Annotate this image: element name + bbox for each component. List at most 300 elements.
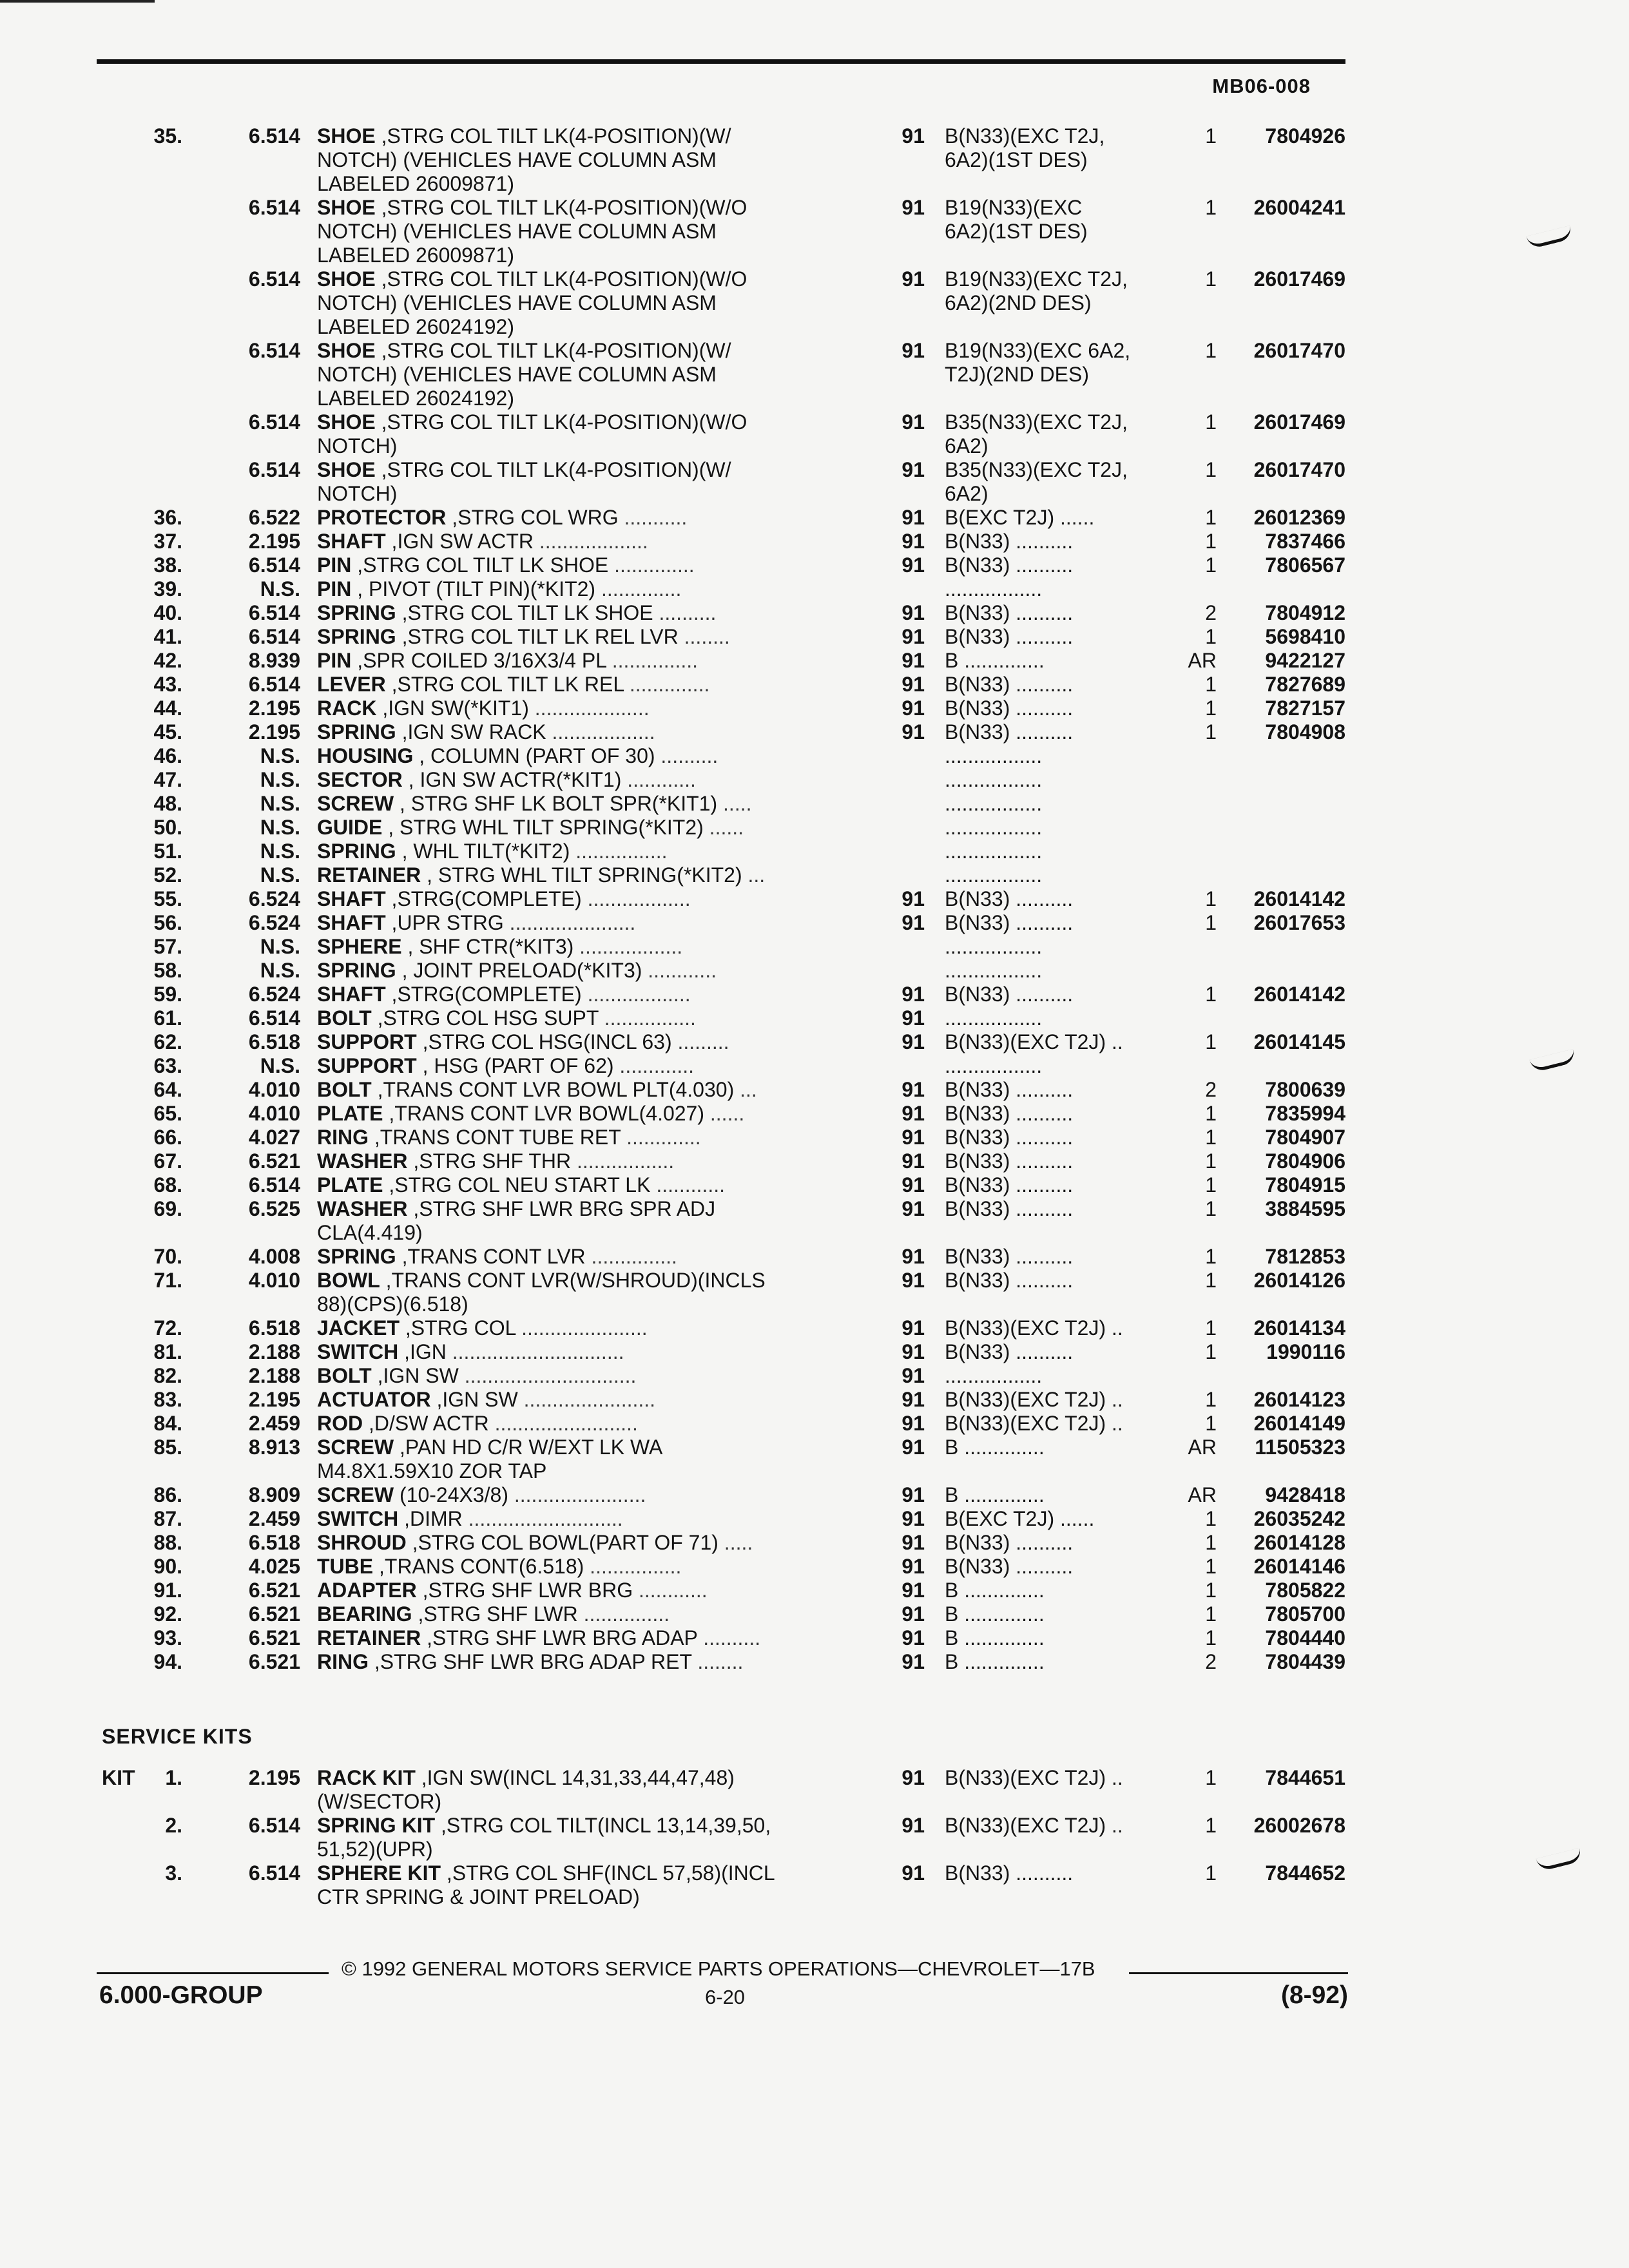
group-number: 8.939	[248, 649, 300, 672]
part-name: RING	[317, 1126, 369, 1149]
ref-number: 57.	[153, 935, 182, 958]
ref-number: 82.	[153, 1364, 182, 1387]
description-text: ,STRG SHF LWR BRG SPR ADJ	[407, 1197, 716, 1220]
part-name: RETAINER	[317, 1626, 421, 1649]
table-row	[0, 291, 1629, 315]
ref-number: 64.	[153, 1078, 182, 1101]
description	[317, 315, 514, 339]
table-row	[0, 601, 1629, 625]
usage	[945, 863, 1042, 887]
table-row	[0, 363, 1629, 387]
ref-number: 1.	[165, 1766, 182, 1789]
table-row	[0, 1102, 1629, 1126]
part-name: SPRING	[317, 601, 396, 624]
table-row	[0, 673, 1629, 697]
part-name: SWITCH	[317, 1507, 399, 1530]
model-year: 91	[901, 1269, 925, 1292]
group-number: N.S.	[260, 1054, 300, 1077]
table-row	[0, 244, 1629, 267]
page-number: 6-20	[705, 1986, 746, 2008]
dot-leader: ..	[1106, 1412, 1123, 1435]
table-row	[0, 1221, 1629, 1245]
model-year: 91	[901, 1030, 925, 1053]
usage	[945, 530, 1073, 553]
part-number: 7804926	[1265, 124, 1345, 148]
table-row	[0, 911, 1629, 935]
description	[317, 220, 717, 244]
description	[317, 840, 667, 863]
part-name: SPRING	[317, 720, 396, 744]
dot-leader: ..............	[958, 1650, 1045, 1673]
model-year: 91	[901, 1126, 925, 1149]
table-row	[0, 1054, 1629, 1078]
usage	[945, 506, 1094, 530]
description	[317, 577, 681, 601]
part-number: 26012369	[1253, 506, 1345, 529]
table-row	[0, 553, 1629, 577]
group-number: 8.913	[248, 1436, 300, 1459]
quantity: 1	[1205, 1149, 1217, 1173]
model-year: 91	[901, 1412, 925, 1435]
part-name: SHAFT	[317, 983, 386, 1006]
description	[317, 1483, 646, 1507]
table-row	[0, 1861, 1629, 1885]
dot-leader: ..........	[1010, 1245, 1074, 1268]
model-year: 91	[901, 339, 925, 362]
description	[317, 1293, 468, 1316]
description	[317, 339, 731, 363]
group-number: 6.524	[248, 887, 300, 910]
description	[317, 1459, 546, 1483]
description-text: ,STRG(COMPLETE)	[385, 983, 582, 1006]
ref-number: 87.	[153, 1507, 182, 1530]
part-number: 26014145	[1253, 1030, 1345, 1053]
description-text: ,SPR COILED 3/16X3/4 PL	[351, 649, 606, 672]
part-name: BOLT	[317, 1006, 372, 1030]
table-row	[0, 1579, 1629, 1602]
usage	[945, 1507, 1094, 1531]
description-text: NOTCH)	[317, 434, 398, 457]
quantity: AR	[1188, 1436, 1217, 1459]
dot-leader: ............	[642, 959, 717, 982]
part-name: SHOE	[317, 458, 376, 481]
description-text: ,IGN SW RACK	[396, 720, 546, 744]
part-number: 7844652	[1265, 1861, 1345, 1885]
dot-leader: ..............	[958, 1626, 1045, 1649]
ref-number: 59.	[153, 983, 182, 1006]
part-number: 26017469	[1253, 267, 1345, 291]
dot-leader: ..........	[1010, 1269, 1074, 1292]
description-text: ,STRG SHF LWR BRG	[416, 1579, 633, 1602]
usage-text: B	[945, 649, 959, 672]
usage	[945, 1388, 1123, 1412]
ref-number: 56.	[153, 911, 182, 934]
ref-number: 41.	[153, 625, 182, 648]
service-kits-table	[0, 1766, 1629, 1909]
description	[317, 1626, 760, 1650]
description-text: 51,52)(UPR)	[317, 1838, 433, 1861]
ref-number: 71.	[153, 1269, 182, 1292]
group-number: 4.010	[248, 1102, 300, 1125]
description	[317, 983, 691, 1006]
model-year: 91	[901, 1078, 925, 1101]
group-number: 6.514	[248, 1006, 300, 1030]
dot-leader: ..........	[1010, 1173, 1074, 1196]
description	[317, 1316, 648, 1340]
ref-number: 63.	[153, 1054, 182, 1077]
part-number: 7804912	[1265, 601, 1345, 624]
dot-leader: ...............	[585, 1245, 677, 1268]
group-label: 6.000-GROUP	[99, 1981, 263, 2009]
part-number: 26014142	[1253, 983, 1345, 1006]
part-number: 3884595	[1265, 1197, 1345, 1220]
ref-number: 58.	[153, 959, 182, 982]
description-text: LABELED 26009871)	[317, 244, 514, 267]
usage-text: B	[945, 1436, 959, 1459]
dot-leader: ..........	[1010, 887, 1074, 910]
table-row	[0, 577, 1629, 601]
ref-number: 81.	[153, 1340, 182, 1363]
part-number: 7804440	[1265, 1626, 1345, 1649]
part-number: 7800639	[1265, 1078, 1345, 1101]
usage-text: B	[945, 1650, 959, 1673]
dot-leader: ..........	[1010, 1102, 1074, 1125]
dot-leader: ..........	[1010, 625, 1074, 648]
group-number: 6.514	[248, 553, 300, 577]
model-year: 91	[901, 196, 925, 219]
description-text: LABELED 26024192)	[317, 315, 514, 338]
description	[317, 720, 655, 744]
description	[317, 768, 696, 792]
part-name: LEVER	[317, 673, 386, 696]
dot-leader: .............	[621, 1126, 701, 1149]
description-text: ,IGN SW	[371, 1364, 459, 1387]
part-name: SHOE	[317, 267, 376, 291]
group-number: 6.521	[248, 1626, 300, 1649]
description-text: ,D/SW ACTR	[363, 1412, 489, 1435]
model-year: 91	[901, 1102, 925, 1125]
description-text: ,STRG SHF LWR	[412, 1602, 578, 1626]
usage	[945, 458, 1128, 482]
description-text: ,IGN SW	[430, 1388, 518, 1411]
part-name: PIN	[317, 577, 352, 601]
description-text: , STRG WHL TILT SPRING(*KIT2)	[382, 816, 704, 839]
description	[317, 1269, 766, 1293]
usage-text: B	[945, 1602, 959, 1626]
dot-leader: ..	[1106, 1030, 1123, 1053]
dot-leader: .................	[945, 577, 1043, 601]
description	[317, 1364, 636, 1388]
table-row	[0, 220, 1629, 244]
description	[317, 458, 731, 482]
usage	[945, 1766, 1123, 1790]
description-text: , SHF CTR(*KIT3)	[401, 935, 574, 958]
ref-number: 70.	[153, 1245, 182, 1268]
dot-leader: ..........	[1010, 1531, 1074, 1554]
description-text: ,TRANS CONT LVR	[396, 1245, 586, 1268]
dot-leader: ..	[1106, 1316, 1123, 1340]
table-row	[0, 1838, 1629, 1861]
usage-text: B(N33)	[945, 601, 1010, 624]
description	[317, 649, 698, 673]
description	[317, 1006, 696, 1030]
description	[317, 935, 682, 959]
usage-text: B(EXC T2J)	[945, 1507, 1055, 1530]
dot-leader: ..............	[623, 673, 710, 696]
part-name: BOLT	[317, 1364, 372, 1387]
ref-number: 47.	[153, 768, 182, 791]
usage-text: 6A2)(1ST DES)	[945, 220, 1088, 243]
usage	[945, 1626, 1045, 1650]
description	[317, 887, 691, 911]
table-row	[0, 1269, 1629, 1293]
dot-leader: .................	[945, 840, 1043, 863]
usage	[945, 1126, 1073, 1149]
dot-leader: ...................	[534, 530, 648, 553]
ref-number: 90.	[153, 1555, 182, 1578]
usage	[945, 1245, 1073, 1269]
description-text: ,STRG COL NEU START LK	[383, 1173, 651, 1196]
description-text: ,STRG COL TILT LK SHOE	[396, 601, 653, 624]
model-year: 91	[901, 1814, 925, 1837]
part-name: ADAPTER	[317, 1579, 417, 1602]
description	[317, 959, 717, 983]
table-row	[0, 267, 1629, 291]
part-name: SPRING	[317, 1245, 396, 1268]
part-name: SHOE	[317, 410, 376, 434]
description-text: NOTCH) (VEHICLES HAVE COLUMN ASM	[317, 220, 717, 243]
description-text: (W/SECTOR)	[317, 1790, 442, 1813]
description	[317, 816, 744, 840]
quantity: 1	[1205, 1197, 1217, 1220]
usage-text: B(N33)	[945, 887, 1010, 910]
description-text: ,UPR STRG	[385, 911, 504, 934]
ref-number: 68.	[153, 1173, 182, 1196]
table-row	[0, 1507, 1629, 1531]
group-number: 6.521	[248, 1602, 300, 1626]
quantity: 1	[1205, 1245, 1217, 1268]
dot-leader: .................	[945, 816, 1043, 839]
group-number: N.S.	[260, 744, 300, 767]
group-number: 6.514	[248, 1861, 300, 1885]
quantity: 1	[1205, 124, 1217, 148]
group-number: 6.518	[248, 1531, 300, 1554]
table-row	[0, 1459, 1629, 1483]
description-text: ,STRG COL TILT LK(4-POSITION)(W/	[375, 458, 731, 481]
usage-text: B(N33)	[945, 1555, 1010, 1578]
table-row	[0, 1626, 1629, 1650]
group-number: 2.188	[248, 1340, 300, 1363]
description-text: M4.8X1.59X10 ZOR TAP	[317, 1459, 547, 1483]
dot-leader: ......	[1054, 1507, 1095, 1530]
description-text: ,STRG COL SHF(INCL 57,58)(INCL	[441, 1861, 775, 1885]
part-number: 7804908	[1265, 720, 1345, 744]
part-name: BEARING	[317, 1602, 412, 1626]
dot-leader: ..	[1106, 1388, 1123, 1411]
dot-leader: ........	[678, 625, 730, 648]
table-row	[0, 816, 1629, 840]
quantity: AR	[1188, 649, 1217, 672]
table-row	[0, 124, 1629, 148]
group-number: 6.518	[248, 1030, 300, 1053]
group-number: 6.514	[248, 1173, 300, 1196]
ref-number: 43.	[153, 673, 182, 696]
dot-leader: ..........	[1010, 553, 1074, 577]
group-number: 2.188	[248, 1364, 300, 1387]
part-name: SPRING KIT	[317, 1814, 436, 1837]
ref-number: 94.	[153, 1650, 182, 1673]
dot-leader: ..............	[958, 1579, 1045, 1602]
quantity: AR	[1188, 1483, 1217, 1506]
description	[317, 1149, 674, 1173]
group-number: 4.010	[248, 1269, 300, 1292]
dot-leader: ...............	[577, 1602, 670, 1626]
usage	[945, 434, 988, 458]
top-rule	[97, 59, 1345, 64]
model-year: 91	[901, 720, 925, 744]
model-year: 91	[901, 649, 925, 672]
table-row	[0, 1790, 1629, 1814]
description-text: 88)(CPS)(6.518)	[317, 1293, 468, 1316]
group-number: 6.514	[248, 458, 300, 481]
part-name: SWITCH	[317, 1340, 399, 1363]
model-year: 91	[901, 1650, 925, 1673]
part-name: SUPPORT	[317, 1030, 417, 1053]
table-row	[0, 148, 1629, 172]
quantity: 1	[1205, 911, 1217, 934]
usage	[945, 911, 1073, 935]
part-name: ROD	[317, 1412, 363, 1435]
group-number: 6.521	[248, 1579, 300, 1602]
usage	[945, 1364, 1042, 1388]
dot-leader: .................	[945, 744, 1043, 767]
dot-leader: ..........	[1010, 1555, 1074, 1578]
dot-leader: ..	[1106, 1814, 1123, 1837]
dot-leader: ......	[704, 1102, 745, 1125]
part-number: 7804906	[1265, 1149, 1345, 1173]
part-name: SHOE	[317, 196, 376, 219]
dot-leader: ..........	[1010, 1340, 1074, 1363]
dot-leader: ..........	[1010, 1197, 1074, 1220]
usage-text: B(N33)	[945, 1126, 1010, 1149]
part-name: SPHERE	[317, 935, 402, 958]
usage	[945, 673, 1073, 697]
usage	[945, 816, 1042, 840]
ref-number: 40.	[153, 601, 182, 624]
dot-leader: ..............................	[446, 1340, 624, 1363]
quantity: 1	[1205, 720, 1217, 744]
usage-text: B(N33)	[945, 1102, 1010, 1125]
quantity: 1	[1205, 1861, 1217, 1885]
part-number: 7812853	[1265, 1245, 1345, 1268]
usage	[945, 840, 1042, 863]
description	[317, 363, 717, 387]
corner-rule	[0, 0, 155, 3]
description-text: , IGN SW ACTR(*KIT1)	[402, 768, 622, 791]
description	[317, 1245, 677, 1269]
part-number: 26014126	[1253, 1269, 1345, 1292]
description	[317, 1102, 744, 1126]
part-number: 26014134	[1253, 1316, 1345, 1340]
dot-leader: .........	[671, 1030, 729, 1053]
model-year: 91	[901, 553, 925, 577]
part-number: 26014128	[1253, 1531, 1345, 1554]
quantity: 1	[1205, 1102, 1217, 1125]
usage	[945, 553, 1073, 577]
table-row	[0, 1149, 1629, 1173]
description-text: ,STRG COL TILT LK REL	[385, 673, 624, 696]
kit-label: KIT	[102, 1766, 135, 1789]
description	[317, 196, 747, 220]
description	[317, 124, 731, 148]
ref-number: 67.	[153, 1149, 182, 1173]
ref-number: 48.	[153, 792, 182, 815]
description-text: NOTCH) (VEHICLES HAVE COLUMN ASM	[317, 148, 717, 171]
description	[317, 267, 747, 291]
group-number: 2.195	[248, 720, 300, 744]
quantity: 1	[1205, 1388, 1217, 1411]
description-text: ,STRG COL TILT LK SHOE	[351, 553, 609, 577]
ref-number: 42.	[153, 649, 182, 672]
part-number: 7844651	[1265, 1766, 1345, 1789]
part-name: SHAFT	[317, 530, 386, 553]
table-row	[0, 172, 1629, 196]
part-name: SHAFT	[317, 887, 386, 910]
usage	[945, 1078, 1073, 1102]
table-row	[0, 458, 1629, 482]
model-year: 91	[901, 1626, 925, 1649]
usage-text: B(N33)	[945, 1340, 1010, 1363]
part-number: 26017470	[1253, 339, 1345, 362]
usage	[945, 196, 1082, 220]
dot-leader: ............	[650, 1173, 725, 1196]
table-row	[0, 1316, 1629, 1340]
description	[317, 1507, 623, 1531]
description	[317, 387, 514, 410]
table-row	[0, 339, 1629, 363]
part-number: 26017469	[1253, 410, 1345, 434]
description-text: ,STRG COL TILT(INCL 13,14,39,50,	[435, 1814, 771, 1837]
usage-text: 6A2)(1ST DES)	[945, 148, 1088, 171]
part-number: 7837466	[1265, 530, 1345, 553]
dot-leader: ..........	[655, 744, 718, 767]
part-number: 26004241	[1253, 196, 1345, 219]
table-row	[0, 530, 1629, 553]
table-row	[0, 744, 1629, 768]
usage-text: B(N33)(EXC T2J)	[945, 1814, 1106, 1837]
group-number: 6.525	[248, 1197, 300, 1220]
dot-leader: .....	[717, 792, 752, 815]
ref-number: 3.	[165, 1861, 182, 1885]
quantity: 1	[1205, 697, 1217, 720]
group-number: 6.524	[248, 983, 300, 1006]
model-year: 91	[901, 1602, 925, 1626]
service-kits-title: SERVICE KITS	[102, 1725, 253, 1748]
usage	[945, 1054, 1042, 1078]
quantity: 1	[1205, 1316, 1217, 1340]
quantity: 1	[1205, 458, 1217, 481]
description-text: , WHL TILT(*KIT2)	[396, 840, 570, 863]
group-number: 4.008	[248, 1245, 300, 1268]
description	[317, 553, 695, 577]
dot-leader: .......................	[508, 1483, 646, 1506]
dot-leader: ................	[598, 1006, 696, 1030]
description	[317, 1579, 708, 1602]
ref-number: 84.	[153, 1412, 182, 1435]
usage	[945, 1173, 1073, 1197]
description-text: ,STRG COL WRG	[446, 506, 619, 529]
group-number: 6.514	[248, 601, 300, 624]
